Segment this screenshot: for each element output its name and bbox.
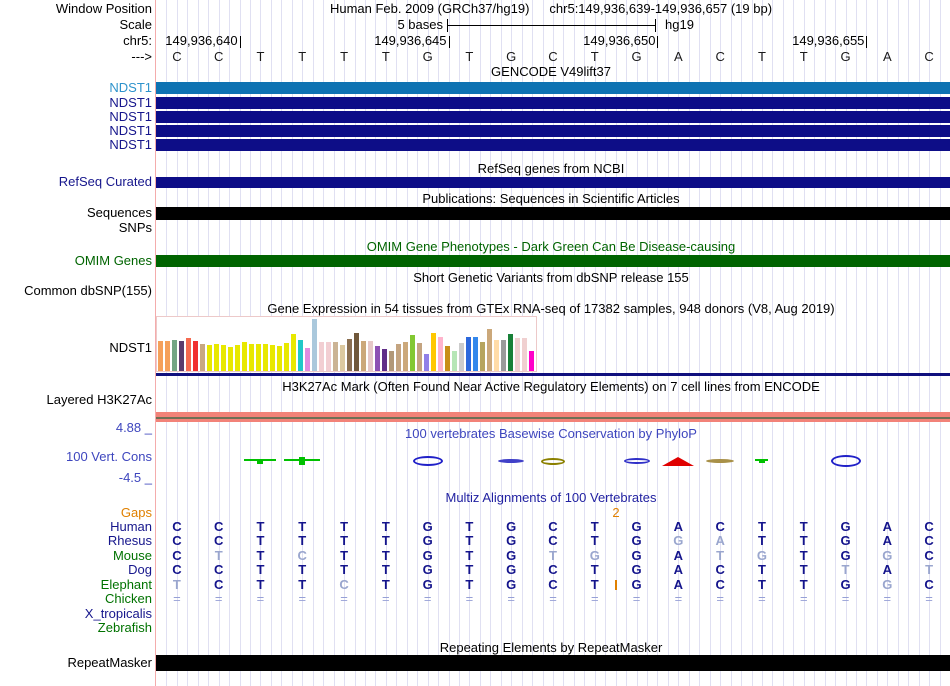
gtex-tissue-bar[interactable]	[200, 344, 205, 371]
gtex-tissue-bar[interactable]	[221, 345, 226, 371]
alignment-base: G	[422, 533, 433, 548]
alignment-base: G	[840, 548, 851, 563]
alignment-base: C	[297, 548, 307, 563]
alignment-base: T	[256, 548, 265, 563]
alignment-base: T	[298, 562, 307, 577]
gtex-tissue-bar[interactable]	[508, 334, 513, 371]
gencode-gene-label[interactable]: NDST1	[109, 95, 152, 110]
gencode-gene-bar[interactable]	[156, 125, 950, 137]
reference-base: T	[381, 49, 390, 64]
phylop-glyph-c[interactable]	[706, 459, 734, 463]
gap-count: 2	[612, 505, 620, 520]
alignment-base: G	[631, 548, 642, 563]
alignment-base: C	[339, 577, 349, 592]
gtex-tissue-bar[interactable]	[193, 341, 198, 371]
gtex-tissue-bar[interactable]	[242, 342, 247, 371]
reference-base: T	[298, 49, 307, 64]
alignment-base: C	[715, 577, 725, 592]
gencode-gene-bar[interactable]	[156, 82, 950, 94]
alignment-base: A	[882, 533, 892, 548]
phylop-glyph-t[interactable]	[299, 457, 305, 465]
species-label-chicken[interactable]: Chicken	[105, 591, 152, 606]
alignment-base: G	[840, 533, 851, 548]
reference-base: T	[590, 49, 599, 64]
alignment-base: C	[715, 519, 725, 534]
phylop-glyph-t[interactable]	[759, 460, 765, 463]
gtex-tissue-bar[interactable]	[522, 338, 527, 371]
alignment-base: C	[172, 562, 182, 577]
alignment-base: G	[631, 562, 642, 577]
alignment-base: T	[298, 519, 307, 534]
reference-base: T	[757, 49, 766, 64]
coordinate-label: 149,936,650	[583, 33, 656, 48]
gtex-tissue-bar[interactable]	[417, 343, 422, 371]
reference-base: A	[674, 49, 683, 64]
alignment-base: T	[590, 533, 599, 548]
alignment-base: G	[882, 577, 893, 592]
alignment-base: C	[924, 548, 934, 563]
gtex-tissue-bar[interactable]	[347, 339, 352, 371]
gtex-tissue-bar[interactable]	[298, 340, 303, 371]
gtex-gene-line[interactable]	[156, 373, 950, 376]
alignment-base: G	[422, 577, 433, 592]
alignment-base: G	[422, 562, 433, 577]
alignment-base: G	[673, 533, 684, 548]
alignment-base: T	[256, 577, 265, 592]
gtex-tissue-bar[interactable]	[235, 345, 240, 371]
alignment-base: T	[925, 562, 934, 577]
gtex-tissue-bar[interactable]	[354, 333, 359, 371]
alignment-base: =	[632, 591, 641, 606]
alignment-base: G	[631, 577, 642, 592]
alignment-base: T	[298, 533, 307, 548]
gtex-tissue-bar[interactable]	[326, 342, 331, 371]
alignment-base: C	[548, 577, 558, 592]
h3k-title: H3K27Ac Mark (Often Found Near Active Regulatory Elements) on 7 cell lines from ENCODE	[282, 379, 820, 394]
reference-base: G	[422, 49, 433, 64]
gtex-tissue-bar[interactable]	[403, 342, 408, 371]
alignment-base: C	[548, 533, 558, 548]
gtex-tissue-bar[interactable]	[389, 351, 394, 371]
alignment-base: G	[506, 577, 517, 592]
alignment-base: T	[799, 533, 808, 548]
phylop-glyph-c[interactable]	[624, 458, 650, 464]
gtex-tissue-bar[interactable]	[396, 344, 401, 371]
repeat-title: Repeating Elements by RepeatMasker	[439, 640, 663, 655]
header-position-text	[156, 2, 946, 16]
scale-bar-tick-right	[655, 19, 656, 32]
coordinate-tick	[449, 36, 450, 48]
gencode-title: GENCODE V49lift37	[491, 64, 611, 79]
gtex-tissue-bar[interactable]	[270, 345, 275, 371]
species-label-mouse[interactable]: Mouse	[112, 548, 152, 563]
alignment-base: A	[673, 519, 684, 534]
repeat-label[interactable]: RepeatMasker	[67, 655, 152, 670]
phylop-glyph-c[interactable]	[541, 458, 565, 465]
alignment-base: G	[506, 562, 517, 577]
reference-base: C	[548, 49, 558, 64]
gtex-tissue-bar[interactable]	[186, 338, 191, 371]
reference-base: G	[506, 49, 517, 64]
alignment-base: T	[298, 577, 307, 592]
phylop-max: 4.88 _	[115, 420, 152, 435]
gtex-tissue-bar[interactable]	[361, 341, 366, 371]
phylop-glyph-t[interactable]	[257, 459, 263, 464]
refseq-bar[interactable]	[156, 177, 950, 188]
gtex-tissue-bar[interactable]	[494, 340, 499, 371]
reference-base: C	[715, 49, 725, 64]
alignment-base: =	[173, 591, 181, 606]
alignment-base: G	[422, 548, 433, 563]
gaps-label[interactable]: Gaps	[120, 505, 152, 520]
alignment-base: A	[882, 519, 892, 534]
position-text: chr5:149,936,639-149,936,657 (19 bp)	[549, 1, 773, 16]
alignment-base: A	[673, 548, 684, 563]
phylop-glyph-c[interactable]	[498, 459, 524, 463]
alignment-base: T	[757, 562, 766, 577]
repeat-bar[interactable]	[156, 655, 950, 671]
gtex-tissue-bar[interactable]	[256, 344, 261, 371]
scale-value: 5 bases	[397, 17, 443, 32]
gencode-gene-label[interactable]: NDST1	[109, 80, 152, 95]
gtex-tissue-bar[interactable]	[158, 341, 163, 371]
scale-bar-line	[447, 25, 656, 26]
alignment-base: A	[715, 533, 725, 548]
phylop-min: -4.5 _	[118, 470, 152, 485]
alignment-base: C	[213, 533, 224, 548]
species-label-dog[interactable]: Dog	[128, 562, 152, 577]
multiz-title: Multiz Alignments of 100 Vertebrates	[445, 490, 657, 505]
gencode-gene-label[interactable]: NDST1	[109, 109, 152, 124]
alignment-base: T	[381, 548, 390, 563]
sequences-label[interactable]: Sequences	[86, 205, 152, 220]
species-label-human[interactable]: Human	[110, 519, 152, 534]
alignment-base: G	[506, 548, 517, 563]
gtex-tissue-bar[interactable]	[340, 345, 345, 371]
alignment-base: G	[631, 533, 642, 548]
alignment-base: A	[882, 562, 892, 577]
species-label-zebrafish[interactable]: Zebrafish	[97, 620, 152, 635]
alignment-base: =	[716, 591, 724, 606]
alignment-base: G	[756, 548, 767, 563]
phylop-title: 100 vertebrates Basewise Conservation by PhyloP	[405, 426, 697, 441]
gtex-tissue-bar[interactable]	[319, 342, 324, 371]
alignment-base: T	[381, 562, 390, 577]
refseq-title: RefSeq genes from NCBI	[477, 161, 625, 176]
alignment-base: T	[214, 548, 223, 563]
gtex-tissue-bar[interactable]	[291, 334, 296, 371]
gtex-tissue-bar[interactable]	[431, 333, 436, 371]
alignment-base: T	[465, 533, 474, 548]
alignment-base: T	[340, 519, 349, 534]
alignment-base: C	[172, 533, 182, 548]
alignment-base: C	[548, 519, 558, 534]
alignment-base: =	[549, 591, 557, 606]
alignment-base: G	[506, 533, 517, 548]
h3k-label[interactable]: Layered H3K27Ac	[46, 392, 152, 407]
alignment-base: T	[549, 548, 557, 563]
alignment-base: T	[465, 548, 474, 563]
snps-label[interactable]: SNPs	[118, 220, 152, 235]
alignment-base: T	[465, 562, 474, 577]
alignment-base: =	[423, 591, 432, 606]
gtex-tissue-bar[interactable]	[459, 343, 464, 371]
gencode-gene-bar[interactable]	[156, 139, 950, 151]
reference-base: T	[799, 49, 808, 64]
assembly-text: Human Feb. 2009 (GRCh37/hg19)	[329, 1, 530, 16]
sequences-bar[interactable]	[156, 207, 950, 220]
gtex-tissue-bar[interactable]	[480, 342, 485, 371]
alignment-base: T	[340, 548, 349, 563]
gencode-gene-bar[interactable]	[156, 111, 950, 123]
alignment-base: =	[507, 591, 515, 606]
reference-base: T	[465, 49, 474, 64]
alignment-base: C	[924, 577, 934, 592]
alignment-base: =	[382, 591, 390, 606]
reference-base: C	[213, 49, 224, 64]
alignment-base: =	[256, 591, 265, 606]
species-label-elephant[interactable]: Elephant	[100, 577, 152, 592]
gtex-tissue-bar[interactable]	[312, 319, 317, 371]
gtex-tissue-bar[interactable]	[424, 354, 429, 371]
alignment-base: G	[506, 519, 517, 534]
alignment-base: T	[381, 519, 390, 534]
gtex-label[interactable]: NDST1	[109, 340, 152, 355]
scale-bar-tick-left	[447, 19, 448, 32]
chrom-label: chr5:	[123, 33, 152, 48]
reference-base: T	[256, 49, 265, 64]
omim-title: OMIM Gene Phenotypes - Dark Green Can Be Disease-causing	[366, 239, 736, 254]
reference-base: T	[340, 49, 349, 64]
alignment-base: T	[465, 577, 474, 592]
alignment-base: =	[674, 591, 683, 606]
alignment-base: =	[590, 591, 599, 606]
alignment-base: C	[213, 562, 224, 577]
alignment-base: T	[590, 519, 599, 534]
coordinate-tick	[657, 36, 658, 48]
gtex-tissue-bar[interactable]	[333, 342, 338, 371]
alignment-base: =	[883, 591, 892, 606]
alignment-base: T	[465, 519, 474, 534]
alignment-base: A	[673, 562, 684, 577]
alignment-base: T	[256, 562, 265, 577]
alignment-base: T	[841, 562, 850, 577]
coordinate-label: 149,936,645	[374, 33, 447, 48]
gtex-tissue-bar[interactable]	[466, 337, 471, 371]
gtex-tissue-bar[interactable]	[214, 344, 219, 371]
omim-label[interactable]: OMIM Genes	[74, 253, 152, 268]
species-label-rhesus[interactable]: Rhesus	[107, 533, 152, 548]
alignment-base: =	[841, 591, 850, 606]
alignment-base: T	[590, 562, 599, 577]
gtex-tissue-bar[interactable]	[277, 346, 282, 371]
alignment-base: G	[882, 548, 893, 563]
gtex-tissue-bar[interactable]	[445, 346, 450, 371]
gtex-tissue-bar[interactable]	[228, 347, 233, 371]
gencode-gene-label[interactable]: NDST1	[109, 123, 152, 138]
alignment-base: =	[799, 591, 808, 606]
gtex-tissue-bar[interactable]	[452, 351, 457, 371]
gtex-tissue-bar[interactable]	[375, 346, 380, 371]
alignment-base: T	[256, 519, 265, 534]
gtex-tissue-bar[interactable]	[165, 341, 170, 371]
phylop-label[interactable]: 100 Vert. Cons	[66, 449, 152, 464]
alignment-base: T	[340, 533, 349, 548]
alignment-base: T	[757, 519, 766, 534]
gtex-tissue-bar[interactable]	[263, 344, 268, 371]
reference-base: C	[924, 49, 934, 64]
alignment-base: T	[381, 533, 390, 548]
alignment-base: T	[757, 577, 766, 592]
strand-label: --->	[131, 49, 152, 64]
alignment-base: G	[631, 519, 642, 534]
scale-label: Scale	[119, 17, 152, 32]
reference-base: A	[882, 49, 892, 64]
alignment-base: =	[214, 591, 223, 606]
coordinate-tick	[240, 36, 241, 48]
alignment-base: G	[840, 577, 851, 592]
alignment-base: C	[924, 533, 934, 548]
reference-base: G	[631, 49, 642, 64]
scale-assembly: hg19	[665, 17, 694, 32]
phylop-glyph-g[interactable]	[831, 455, 861, 467]
gtex-tissue-bar[interactable]	[515, 338, 520, 371]
gtex-tissue-bar[interactable]	[172, 340, 177, 371]
coordinate-label: 149,936,655	[792, 33, 865, 48]
gtex-tissue-bar[interactable]	[529, 351, 534, 371]
phylop-glyph-g[interactable]	[413, 456, 443, 466]
species-label-x_tropicalis[interactable]: X_tropicalis	[84, 606, 152, 621]
gtex-tissue-bar[interactable]	[473, 337, 478, 371]
reference-base: C	[172, 49, 182, 64]
alignment-base: C	[548, 562, 558, 577]
gtex-tissue-bar[interactable]	[249, 344, 254, 371]
gtex-tissue-bar[interactable]	[284, 343, 289, 371]
alignment-base: A	[673, 577, 684, 592]
alignment-base: T	[716, 548, 725, 563]
coordinate-label: 149,936,640	[165, 33, 238, 48]
alignment-base: T	[799, 519, 808, 534]
alignment-base: T	[799, 562, 808, 577]
publications-title: Publications: Sequences in Scientific Articles	[422, 191, 680, 206]
insert-marker	[615, 580, 617, 590]
alignment-base: T	[590, 577, 599, 592]
gtex-tissue-bar[interactable]	[305, 348, 310, 371]
alignment-base: T	[381, 577, 390, 592]
alignment-base: T	[799, 577, 808, 592]
alignment-base: C	[172, 548, 182, 563]
gtex-tissue-bar[interactable]	[487, 329, 492, 371]
alignment-base: C	[213, 577, 224, 592]
alignment-base: T	[757, 533, 766, 548]
gencode-gene-label[interactable]: NDST1	[109, 137, 152, 152]
phylop-glyph-a[interactable]	[662, 457, 694, 466]
refseq-label[interactable]: RefSeq Curated	[58, 174, 152, 189]
alignment-base: C	[924, 519, 934, 534]
alignment-base: G	[840, 519, 851, 534]
alignment-base: G	[589, 548, 600, 563]
alignment-base: C	[172, 519, 182, 534]
alignment-base: =	[925, 591, 933, 606]
alignment-base: T	[340, 562, 349, 577]
alignment-base: T	[799, 548, 808, 563]
alignment-base: =	[758, 591, 766, 606]
alignment-base: =	[340, 591, 348, 606]
gencode-gene-bar[interactable]	[156, 97, 950, 109]
alignment-base: =	[298, 591, 307, 606]
reference-base: G	[840, 49, 851, 64]
window-position-label: Window Position	[55, 1, 152, 16]
alignment-base: C	[213, 519, 224, 534]
gtex-tissue-bar[interactable]	[438, 337, 443, 371]
alignment-base: =	[465, 591, 474, 606]
gtex-tissue-bar[interactable]	[207, 345, 212, 371]
coordinate-tick	[866, 36, 867, 48]
alignment-base: G	[422, 519, 433, 534]
gtex-title: Gene Expression in 54 tissues from GTEx RNA-seq of 17382 samples, 948 donors (V8, Aug 2019)	[267, 301, 835, 316]
gtex-tissue-bar[interactable]	[382, 349, 387, 371]
gtex-tissue-bar[interactable]	[368, 341, 373, 371]
gtex-box[interactable]	[156, 316, 537, 372]
omim-bar[interactable]	[156, 255, 950, 267]
alignment-base: T	[256, 533, 265, 548]
alignment-base: C	[715, 562, 725, 577]
alignment-base: T	[172, 577, 181, 592]
gtex-tissue-bar[interactable]	[179, 341, 184, 371]
dbsnp-label[interactable]: Common dbSNP(155)	[24, 283, 152, 298]
dbsnp-title: Short Genetic Variants from dbSNP release 155	[413, 270, 689, 285]
h3k-stripe	[156, 417, 950, 419]
gtex-tissue-bar[interactable]	[501, 340, 506, 371]
gtex-tissue-bar[interactable]	[410, 335, 415, 371]
